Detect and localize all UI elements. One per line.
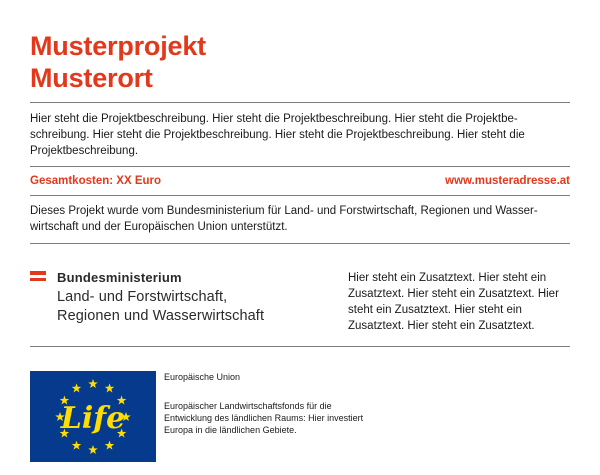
project-title-line1: Musterprojekt: [30, 31, 206, 61]
divider: [30, 102, 570, 103]
total-cost: Gesamtkosten: XX Euro: [30, 175, 162, 187]
life-wordmark: Life: [60, 401, 126, 436]
eu-star: [88, 445, 98, 454]
divider: [30, 243, 570, 244]
eu-star: [72, 383, 82, 392]
eu-star: [105, 383, 115, 392]
ministry-line1: Bundesministerium: [57, 270, 182, 285]
project-title-line2: Musterort: [30, 63, 153, 93]
project-description: Hier steht die Projektbeschreibung. Hier steht die Projektbeschreibung. Hier steht die Projektbe-schreibung. Hier steht die Projektbeschreibung. Hier steht die Projektbeschreibung. Hier steht die Projektbeschreibung.: [30, 113, 525, 157]
ministry-line2: Land- und Forstwirtschaft,: [57, 289, 228, 305]
funding-note: Dieses Projekt wurde vom Bundesministerium für Land- und Forstwirtschaft, Regionen und Wasser-wirtschaft und der Europäischen Union unterstützt.: [30, 205, 538, 233]
eu-stars-icon: [30, 371, 156, 462]
divider: [30, 346, 570, 347]
cost-row: [30, 167, 570, 195]
eu-star: [72, 441, 82, 450]
ministry-logo: [30, 268, 330, 346]
ministry-row: [30, 268, 570, 346]
eu-info: [164, 359, 364, 462]
eu-life-logo: [30, 371, 156, 462]
eu-fund-text: Europäischer Landwirtschaftsfonds für die Entwicklung des ländlichen Raums: Hier investiert Europa in die ländlichen Gebiete.: [164, 401, 364, 435]
ministry-line3: Regionen und Wasserwirtschaft: [57, 308, 265, 324]
divider: [30, 195, 570, 196]
project-title: [30, 30, 570, 94]
additional-text: Hier steht ein Zusatztext. Hier steht ein Zusatztext. Hier steht ein Zusatztext. Hier steht ein Zusatztext. Hier steht ein Zusatztext. Hier steht ein Zusatztext.: [348, 272, 559, 332]
ministry-name: [57, 268, 264, 346]
info-sheet: [30, 30, 570, 462]
website-link[interactable]: www.musteradresse.at: [445, 175, 570, 187]
eu-star: [105, 441, 115, 450]
eu-star: [88, 379, 98, 388]
eu-union-label: Europäische Union: [164, 372, 241, 382]
eu-row: [30, 359, 570, 462]
austria-flag-icon: [30, 268, 47, 346]
